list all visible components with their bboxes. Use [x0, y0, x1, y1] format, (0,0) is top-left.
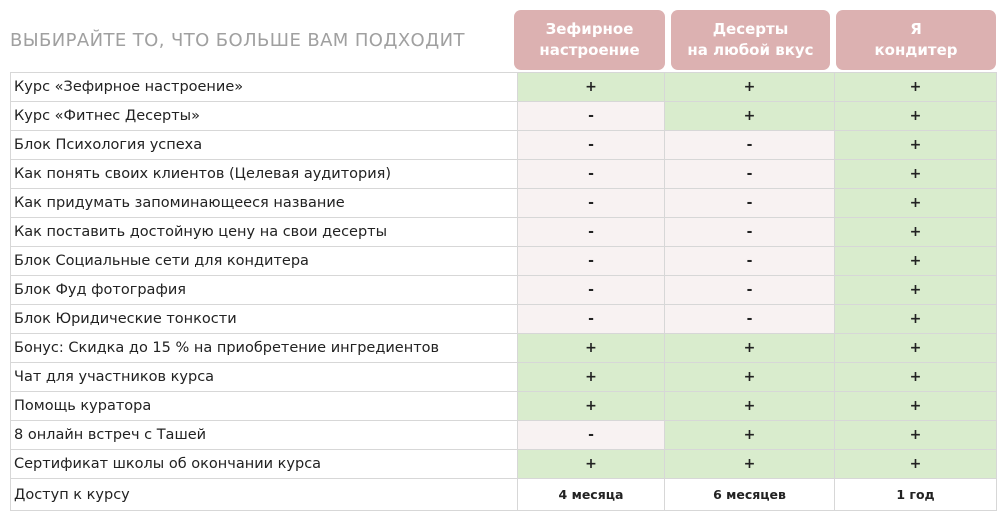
feature-label: Курс «Зефирное настроение»	[11, 73, 518, 102]
table-row	[11, 131, 997, 160]
included-mark: +	[665, 392, 835, 421]
access-label: Доступ к курсу	[11, 479, 518, 511]
feature-label: Чат для участников курса	[11, 363, 518, 392]
included-mark: +	[835, 305, 997, 334]
plan-title-line1: Я	[910, 20, 922, 38]
not-included-mark: -	[518, 421, 665, 450]
plan-title-line2: настроение	[539, 41, 640, 59]
table-row	[11, 247, 997, 276]
access-duration: 4 месяца	[518, 479, 665, 511]
included-mark: +	[665, 102, 835, 131]
plan-title-line2: кондитер	[874, 41, 958, 59]
plan-header-konditer	[836, 10, 996, 70]
feature-label: Как понять своих клиентов (Целевая аудитория)	[11, 160, 518, 189]
feature-label: Блок Социальные сети для кондитера	[11, 247, 518, 276]
access-duration: 6 месяцев	[665, 479, 835, 511]
included-mark: +	[518, 73, 665, 102]
feature-label: 8 онлайн встреч с Ташей	[11, 421, 518, 450]
access-duration: 1 год	[835, 479, 997, 511]
not-included-mark: -	[665, 247, 835, 276]
page-heading: ВЫБИРАЙТЕ ТО, ЧТО БОЛЬШЕ ВАМ ПОДХОДИТ	[10, 30, 465, 51]
included-mark: +	[518, 392, 665, 421]
access-row	[11, 479, 997, 511]
table-row	[11, 363, 997, 392]
table-row	[11, 73, 997, 102]
not-included-mark: -	[665, 305, 835, 334]
feature-label: Помощь куратора	[11, 392, 518, 421]
included-mark: +	[518, 450, 665, 479]
included-mark: +	[835, 363, 997, 392]
comparison-table	[10, 72, 997, 511]
included-mark: +	[835, 450, 997, 479]
table-row	[11, 160, 997, 189]
not-included-mark: -	[665, 189, 835, 218]
not-included-mark: -	[518, 189, 665, 218]
included-mark: +	[835, 160, 997, 189]
not-included-mark: -	[518, 247, 665, 276]
included-mark: +	[835, 218, 997, 247]
included-mark: +	[665, 334, 835, 363]
not-included-mark: -	[665, 218, 835, 247]
feature-label: Блок Фуд фотография	[11, 276, 518, 305]
feature-label: Как придумать запоминающееся название	[11, 189, 518, 218]
included-mark: +	[835, 334, 997, 363]
table-row	[11, 450, 997, 479]
table-row	[11, 334, 997, 363]
feature-label: Как поставить достойную цену на свои десерты	[11, 218, 518, 247]
table-row	[11, 102, 997, 131]
included-mark: +	[835, 189, 997, 218]
included-mark: +	[835, 73, 997, 102]
included-mark: +	[835, 247, 997, 276]
feature-label: Сертификат школы об окончании курса	[11, 450, 518, 479]
included-mark: +	[835, 392, 997, 421]
included-mark: +	[835, 421, 997, 450]
plan-title-line1: Зефирное	[545, 20, 634, 38]
plan-title-line2: на любой вкус	[687, 41, 814, 59]
not-included-mark: -	[665, 276, 835, 305]
included-mark: +	[518, 363, 665, 392]
not-included-mark: -	[518, 276, 665, 305]
not-included-mark: -	[518, 218, 665, 247]
included-mark: +	[665, 450, 835, 479]
included-mark: +	[665, 363, 835, 392]
included-mark: +	[835, 276, 997, 305]
feature-label: Блок Психология успеха	[11, 131, 518, 160]
included-mark: +	[518, 334, 665, 363]
plan-header-deserty	[671, 10, 830, 70]
table-row	[11, 305, 997, 334]
feature-label: Бонус: Скидка до 15 % на приобретение ингредиентов	[11, 334, 518, 363]
included-mark: +	[665, 73, 835, 102]
table-row	[11, 392, 997, 421]
plan-header-zefir	[514, 10, 665, 70]
included-mark: +	[835, 131, 997, 160]
not-included-mark: -	[518, 160, 665, 189]
plan-title-line1: Десерты	[712, 20, 789, 38]
feature-label: Курс «Фитнес Десерты»	[11, 102, 518, 131]
not-included-mark: -	[518, 305, 665, 334]
included-mark: +	[665, 421, 835, 450]
not-included-mark: -	[518, 102, 665, 131]
comparison-table-body	[11, 73, 997, 511]
table-row	[11, 276, 997, 305]
not-included-mark: -	[665, 160, 835, 189]
table-row	[11, 421, 997, 450]
not-included-mark: -	[518, 131, 665, 160]
table-row	[11, 218, 997, 247]
included-mark: +	[835, 102, 997, 131]
table-row	[11, 189, 997, 218]
feature-label: Блок Юридические тонкости	[11, 305, 518, 334]
not-included-mark: -	[665, 131, 835, 160]
